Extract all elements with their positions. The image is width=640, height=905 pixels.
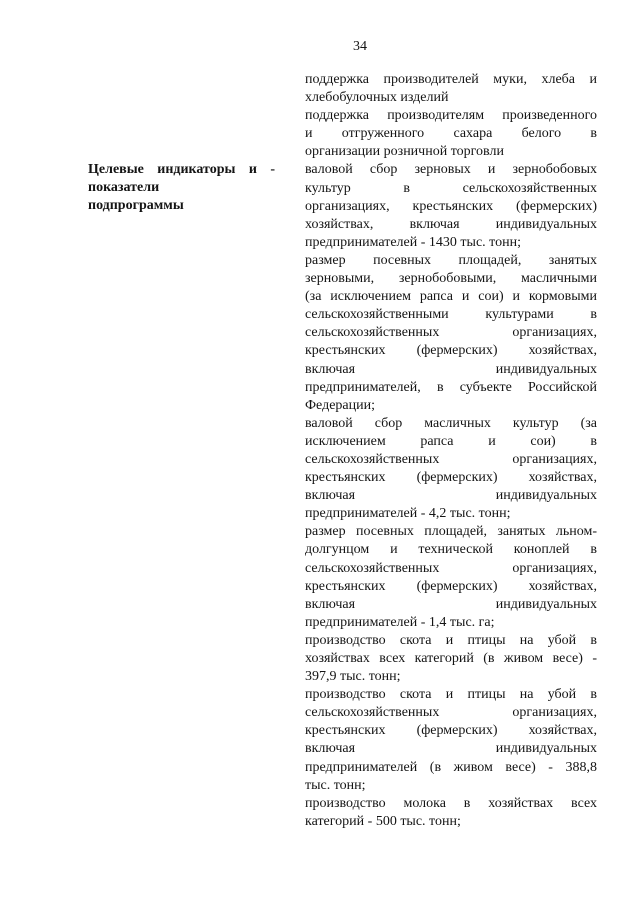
text-line: тыс. тонн; (305, 777, 366, 793)
text-paragraph (88, 161, 275, 215)
text-paragraph (305, 252, 597, 415)
text-line: сельскохозяйственных организациях, (305, 560, 597, 576)
text-line: предпринимателей, в субъекте Российской (305, 379, 597, 395)
text-line: валовой сбор масличных культур (за (305, 415, 597, 431)
text-line: Целевые индикаторы и - (88, 162, 275, 177)
text-paragraph (305, 107, 597, 161)
text-line: предпринимателей (в живом весе) - 388,8 (305, 759, 597, 775)
text-paragraph (305, 161, 597, 251)
text-line: и отгруженного сахара белого в (305, 126, 597, 142)
text-paragraph (305, 71, 597, 107)
text-line: поддержка производителям произведенного (305, 108, 597, 124)
text-line: организациях, крестьянских (фермерских) (305, 198, 597, 214)
text-paragraph (305, 632, 597, 686)
page-number: 34 (353, 39, 367, 54)
text-line: крестьянских (фермерских) хозяйствах, (305, 343, 597, 359)
text-line: сельскохозяйственных организациях, (305, 325, 597, 341)
text-line: крестьянских (фермерских) хозяйствах, (305, 578, 597, 594)
text-paragraph (305, 686, 597, 795)
text-paragraph (305, 415, 597, 524)
text-line: 397,9 тыс. тонн; (305, 669, 401, 685)
text-line: показатели (88, 180, 160, 196)
text-paragraph (305, 795, 597, 831)
text-line: организации розничной торговли (305, 144, 504, 160)
indicators-text-column (305, 71, 597, 831)
section-heading (88, 161, 275, 215)
text-line: включая индивидуальных (305, 741, 597, 757)
text-line: категорий - 500 тыс. тонн; (305, 813, 461, 829)
text-line: включая индивидуальных (305, 488, 597, 504)
text-line: хлебобулочных изделий (305, 90, 449, 106)
text-line: включая индивидуальных (305, 361, 597, 377)
text-line: предпринимателей - 1,4 тыс. га; (305, 614, 495, 630)
text-line: хозяйствах, включая индивидуальных (305, 216, 597, 232)
text-line: сельскохозяйственных организациях, (305, 451, 597, 467)
text-line: производство скота и птицы на убой в (305, 632, 597, 648)
text-line: хозяйствах всех категорий (в живом весе) - (305, 651, 597, 666)
text-line: сельскохозяйственных организациях, (305, 705, 597, 721)
text-line: предпринимателей - 4,2 тыс. тонн; (305, 506, 511, 522)
text-line: подпрограммы (88, 198, 184, 214)
text-line: размер посевных площадей, занятых льном- (305, 524, 597, 540)
text-line: включая индивидуальных (305, 596, 597, 612)
text-line: производство молока в хозяйствах всех (305, 795, 597, 811)
text-paragraph (305, 523, 597, 632)
text-line: исключением рапса и сои) в (305, 433, 597, 449)
text-line: крестьянских (фермерских) хозяйствах, (305, 470, 597, 486)
text-line: крестьянских (фермерских) хозяйствах, (305, 723, 597, 739)
text-line: размер посевных площадей, занятых (305, 252, 597, 268)
text-line: зерновыми, зернобобовыми, масличными (305, 271, 597, 287)
text-line: долгунцом и технической коноплей в (305, 542, 597, 558)
text-line: Федерации; (305, 397, 376, 413)
text-line: предпринимателей - 1430 тыс. тонн; (305, 234, 521, 250)
text-line: валовой сбор зерновых и зернобобовых (305, 162, 597, 178)
text-line: сельскохозяйственными культурами в (305, 307, 597, 323)
text-line: поддержка производителей муки, хлеба и (305, 72, 597, 87)
text-line: (за исключением рапса и сои) и кормовыми (305, 289, 597, 305)
text-line: культур в сельскохозяйственных (305, 180, 597, 196)
text-line: производство скота и птицы на убой в (305, 687, 597, 703)
